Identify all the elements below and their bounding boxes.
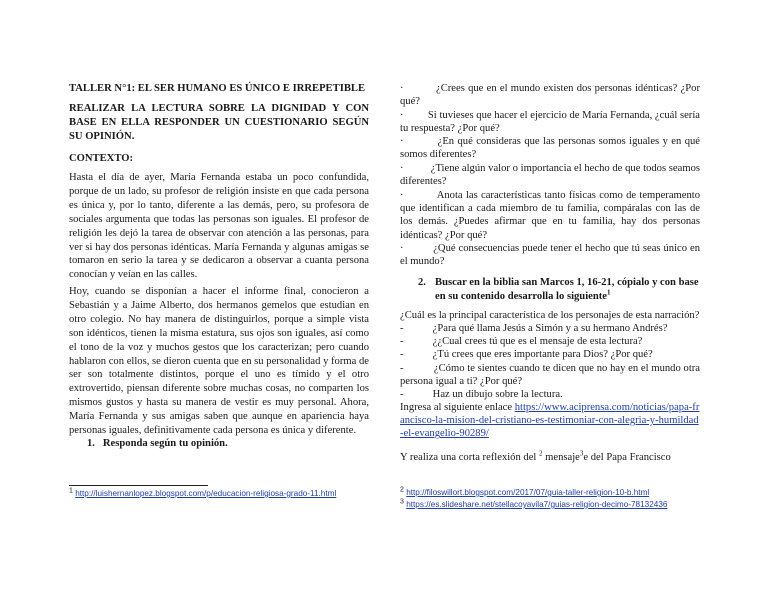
footnote-3: $^3$ https://es.slideshare.net/stellacoyavila7/guias-religion-decimo-78132436 — [400, 498, 668, 509]
question-1: · ¿Crees que en el mundo existen dos personas idénticas? ¿Por qué? — [400, 83, 701, 108]
link-instruction: Ingresa al siguiente enlace https://www.aciprensa.com/noticias/papa-francisco-la-mision-del-cristiano-es-testimoniar-con-alegria-y-humildad-el-evangelio-90289/ — [400, 402, 700, 440]
item-1-number: 1. — [87, 438, 95, 449]
instructions-heading: REALIZAR LA LECTURA SOBRE LA DIGNIDAD Y CON BASE EN ELLA RESPONDER UN CUESTIONARIO SEGÚN SU OPINIÓN. — [69, 103, 369, 142]
dash-question-5: - Haz un dibujo sobre la lectura. — [400, 389, 563, 400]
bullet-icon: · — [400, 136, 404, 147]
item-2-number: 2. — [418, 277, 426, 288]
question-4: · ¿Tiene algún valor o importancia el hecho de que todos seamos diferentes? — [400, 163, 700, 188]
context-paragraph-1: Hasta el día de ayer, María Fernanda estaba un poco confundida, porque de un lado, su profesor de religión insiste en que cada persona es única y, por lo tanto, diferente a las demás, pero, su profesora de sociales argumenta que todas las personas son iguales. El profesor de religión les dejó la tarea de observar con atención a las personas, para ver si hay dos personas idénticas. María Fernanda y algunas amigas se tomaron en serio la tarea y se dedicaron a observar a cuanta persona conocían y veían en las calles. — [69, 172, 369, 281]
question-5: · Anota las características tanto físicas como de temperamento que identifican a cada miembro de tu familia, compáralas con las de los demás. ¿Puedes afirmar que en tu familia, hay dos personas idénticas? ¿Por qué? — [400, 190, 700, 241]
footnote-3-link[interactable]: https://es.slideshare.net/stellacoyavila7/guias-religion-decimo-78132436 — [406, 500, 668, 509]
footnote-2: $^2$ http://filoswillort.blogspot.com/2017/07/guia-taller-religion-10-b.html — [400, 486, 650, 497]
footnote-1 — [69, 488, 359, 499]
lead-question: ¿Cuál es la principal característica de los personajes de esta narración? — [400, 310, 700, 321]
item-2 — [418, 276, 700, 303]
footnote-1-link[interactable]: http://luishernanlopez.blogspot.com/p/educacion-religiosa-grado-11.html — [75, 489, 337, 498]
item-1-text: Responda según tu opinión. — [102, 438, 228, 449]
reflection-instruction: Y realiza una corta reflexión del $^2$ mensaje$^3$e del Papa Francisco — [400, 449, 671, 463]
item-2-text: Buscar en la biblia san Marcos 1, 16-21, cópialo y con base en su contenido desarrolla lo siguiente$^1$ — [435, 277, 699, 302]
dash-question-1: - ¿Para qué llama Jesús a Simón y a su hermano Andrés? — [400, 323, 668, 334]
item-1 — [87, 437, 369, 451]
footnote-divider — [69, 485, 208, 486]
bullet-icon: · — [400, 190, 404, 201]
bullet-icon: · — [400, 83, 404, 94]
dash-question-2: - ¿¿Cual crees tú que es el mensaje de esta lectura? — [400, 336, 643, 347]
dash-question-3: - ¿Tú crees que eres importante para Dios? ¿Por qué? — [400, 349, 653, 360]
context-label: CONTEXTO: — [69, 153, 133, 164]
papa-francisco-link[interactable]: https://www.aciprensa.com/noticias/papa-francisco-la-mision-del-cristiano-es-testimoniar-con-alegria-y-humildad-el-evangelio-90289/ — [400, 402, 700, 440]
page-title: TALLER N°1: EL SER HUMANO ES ÚNICO E IRREPETIBLE — [69, 83, 366, 94]
footnote-1-mark: 1 — [69, 487, 73, 495]
question-6: · ¿Qué consecuencias puede tener el hecho que tú seas único en el mundo? — [400, 243, 700, 268]
question-2: · Si tuvieses que hacer el ejercicio de María Fernanda, ¿cuál sería tu respuesta? ¿Por qué? — [400, 110, 700, 135]
bullet-icon: · — [400, 243, 404, 254]
dash-question-4: - ¿Cómo te sientes cuando te dicen que no hay en el mundo otra persona igual a ti? ¿Por qué? — [400, 363, 700, 388]
bullet-icon: · — [400, 163, 404, 174]
footnote-2-link[interactable]: http://filoswillort.blogspot.com/2017/07/guia-taller-religion-10-b.html — [406, 488, 650, 497]
bullet-icon: · — [400, 110, 404, 121]
context-paragraph-2: Hoy, cuando se disponían a hacer el informe final, conocieron a Sebastián y a Jaime Alberto, dos hermanos gemelos que estudian en otro colegio. No hay manera de distinguirlos, porque a simple vista son idénticos, tienen la misma estatura, sus ojos son iguales, así como el tono de la voz y muchos gestos que los caracterizan; pero cuando hablaron con ellos, se dieron cuenta que en su personalidad y forma de ser son totalmente distintos, porque el uno es tímido y el otro extrovertido, piensan diferente sobre muchas cosas, no comparten los mismos gustos y hasta su manera de vestir es muy personal. Ahora, María Fernanda y sus amigas saben que aunque en apariencia haya personas iguales, definitivamente cada persona es única y diferente. — [69, 286, 369, 437]
question-3: · ¿En qué consideras que las personas somos iguales y en qué somos diferentes? — [400, 136, 700, 161]
